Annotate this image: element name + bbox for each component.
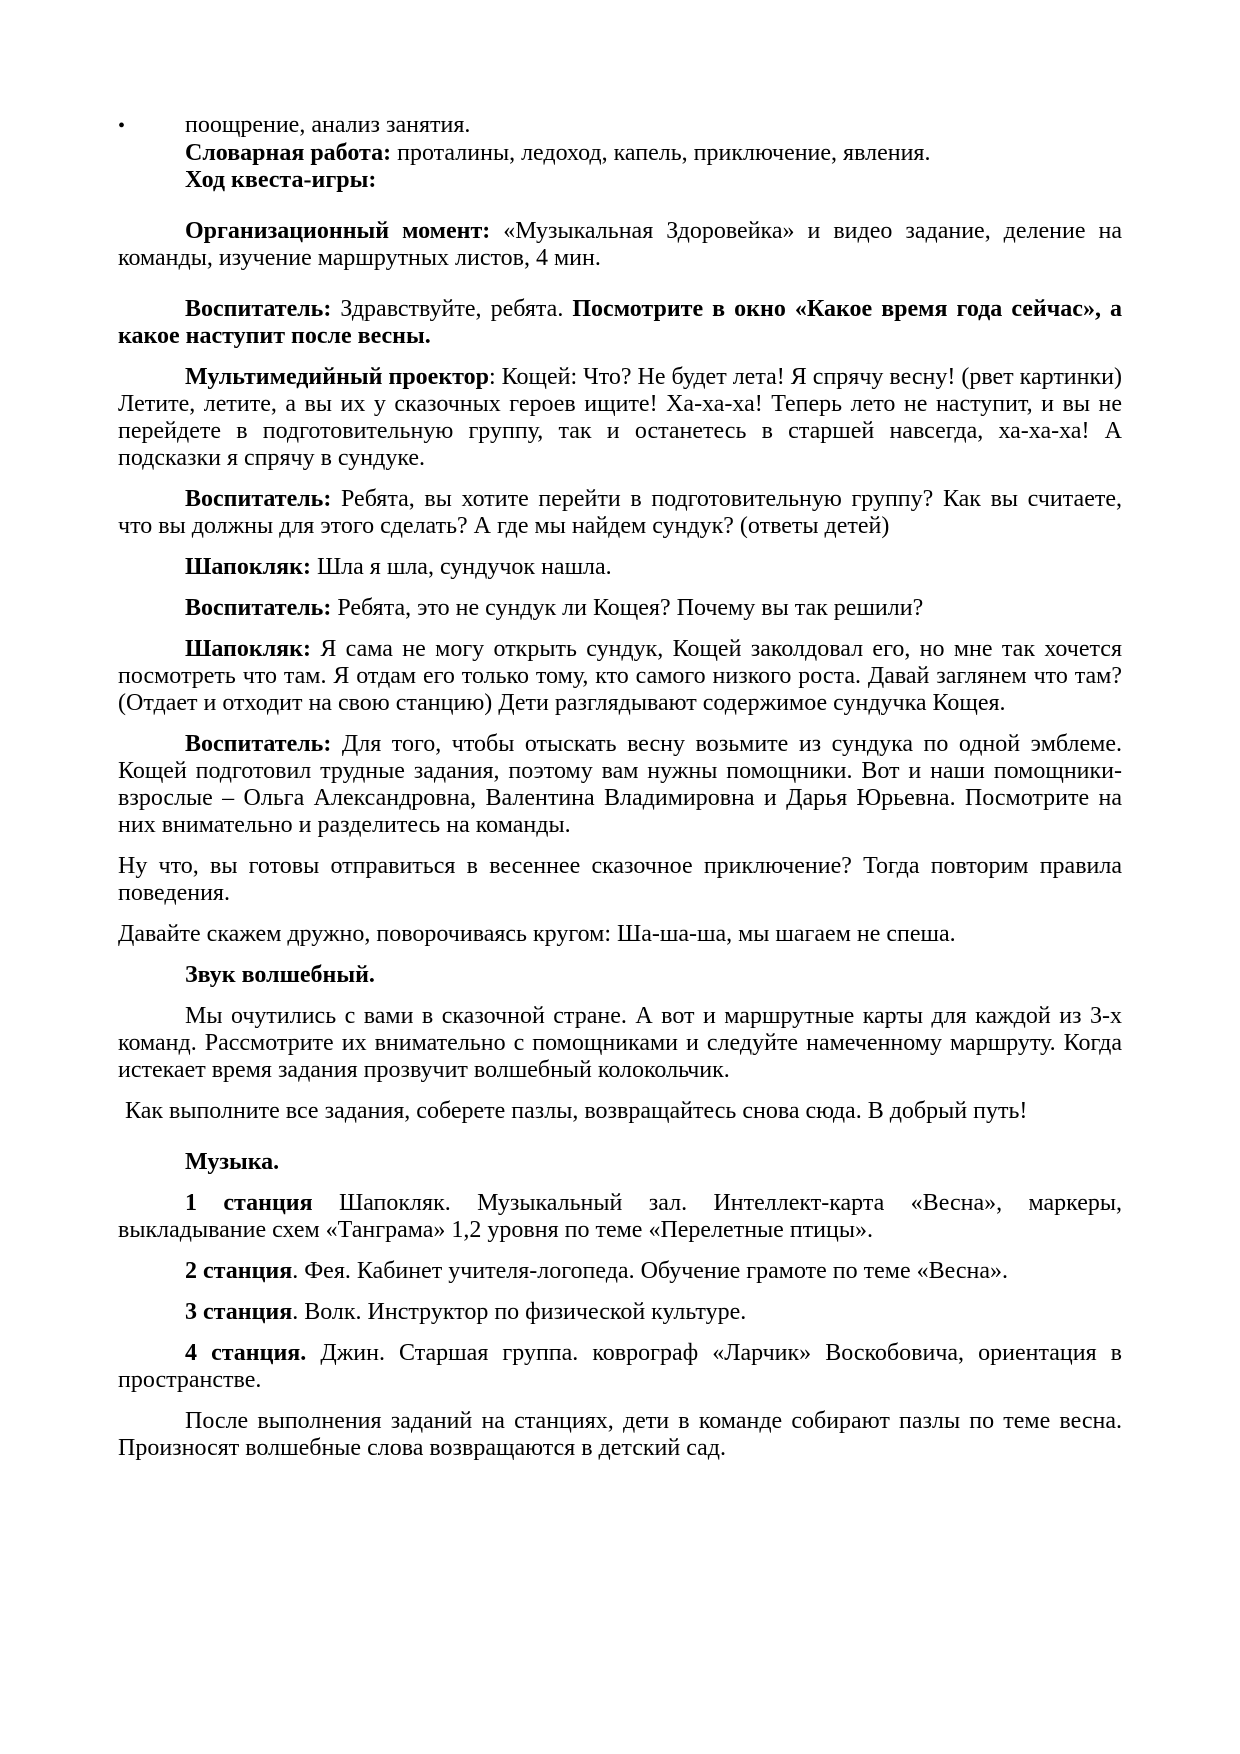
closing-paragraph [118,1408,1122,1462]
text-run: Мы очутились с вами в сказочной стране. А вот и маршрутные карты для каждой из 3-х команд. Рассмотрите их внимательно с помощниками и следуйте намеченному маршруту. Когда истекает время задания прозвучит волшебный колокольчик. [118,1003,1122,1083]
text-run: Здравствуйте, ребята. [331,296,573,322]
text-run: поощрение, анализ занятия. [185,112,471,138]
music-heading [118,1149,1122,1176]
text-run: . Фея. Кабинет учителя-логопеда. Обучение грамоте по теме «Весна». [292,1258,1008,1284]
text-run: Ход квеста-игры: [185,167,377,193]
text-run: Музыка. [185,1149,280,1175]
chant-paragraph [118,921,1122,948]
text-run: Я сама не могу открыть сундук, Кощей заколдовал его, но мне так хочется посмотреть что там. Я отдам его только тому, кто самого низкого роста. Давай заглянем что там? (Отдает и отходит на свою станцию) Дети разглядывают содержимое сундучка Кощея. [118,636,1122,716]
vocabulary-line [118,140,1122,167]
good-luck-paragraph [118,1098,1122,1125]
projector-paragraph [118,364,1122,472]
text-run: . Волк. Инструктор по физической культуре. [292,1299,747,1325]
station-3-paragraph [118,1299,1122,1326]
text-run: После выполнения заданий на станциях, дети в команде собирают пазлы по теме весна. Произносят волшебные слова возвращаются в детский сад. [118,1408,1122,1461]
text-run: Шапокляк. Музыкальный зал. Интеллект-карта «Весна», маркеры, выкладывание схем «Танграма» 1,2 уровня по теме «Перелетные птицы». [118,1190,1123,1243]
text-run: Мультимедийный проектор [185,364,489,390]
text-run: «Музыкальная Здоровейка» и видео задание, деление на команды, изучение маршрутных листов, 4 мин. [118,218,1122,271]
text-run: Воспитатель: [185,486,332,512]
teacher-question-paragraph [118,486,1122,540]
station-2-paragraph [118,1258,1122,1285]
text-run: 1 станция [185,1190,313,1216]
text-run: Шла я шла, сундучок нашла. [310,554,612,580]
document-body [118,112,1122,1462]
text-run: Ребята, это не сундук ли Кощея? Почему вы так решили? [331,595,924,621]
text-run: Организационный момент: [185,218,491,244]
text-run: Для того, чтобы отыскать весну возьмите из сундука по одной эмблеме. Кощей подготовил трудные задания, поэтому вам нужны помощники. Вот и наши помощники-взрослые – Ольга Александровна, Валентина Владимировна и Дарья Юрьевна. Посмотрите на них внимательно и разделитесь на команды. [118,731,1122,838]
text-run: Как выполните все задания, соберете пазлы, возвращайтесь снова сюда. В добрый путь! [125,1098,1028,1124]
shapoklyak-line [118,554,1122,581]
text-run: Шапокляк: [185,636,311,662]
org-moment-paragraph [118,218,1122,272]
text-run: Ребята, вы хотите перейти в подготовительную группу? Как вы считаете, что вы должны для этого сделать? А где мы найдем сундук? (ответы детей) [118,486,1122,539]
text-run: Давайте скажем дружно, поворочиваясь кругом: Ша-ша-ша, мы шагаем не спеша. [118,921,956,947]
text-run: 3 станция [185,1299,293,1325]
magic-sound-heading [118,962,1122,989]
shapoklyak-paragraph [118,636,1122,717]
text-run: Шапокляк: [185,554,311,580]
text-run: Словарная работа: [185,140,392,166]
ready-paragraph [118,853,1122,907]
text-run: Воспитатель: [185,595,332,621]
teacher-chest-question [118,595,1122,622]
quest-course-heading [118,167,1122,194]
bullet-item [118,112,1122,140]
fairyland-paragraph [118,1003,1122,1084]
station-4-paragraph [118,1340,1122,1394]
teacher-emblem-paragraph [118,731,1122,839]
bullet-icon: • [118,115,126,137]
station-1-paragraph [118,1190,1122,1244]
text-run: 2 станция [185,1258,293,1284]
text-run: Воспитатель: [185,296,332,322]
text-run: Посмотрите в окно «Какое время года сейчас», а какое наступит после весны. [118,296,1122,349]
text-run: Джин. Старшая группа. коврограф «Ларчик» Воскобовича, ориентация в пространстве. [118,1340,1123,1393]
text-run: : Кощей: Что? Не будет лета! Я спрячу весну! (рвет картинки) Летите, летите, а вы их у сказочных героев ищите! Ха-ха-ха! Теперь лето не наступит, и вы не перейдете в подготовительную группу, так и останетесь в старшей навсегда, ха-ха-ха! А подсказки я спрячу в сундуке. [118,364,1122,471]
text-run: Ну что, вы готовы отправиться в весеннее сказочное приключение? Тогда повторим правила поведения. [118,853,1122,906]
text-run: Воспитатель: [185,731,332,757]
text-run: проталины, ледоход, капель, приключение, явления. [391,140,931,166]
text-run: Звук волшебный. [185,962,375,988]
teacher-greeting-paragraph [118,296,1122,350]
text-run: 4 станция. [185,1340,307,1366]
